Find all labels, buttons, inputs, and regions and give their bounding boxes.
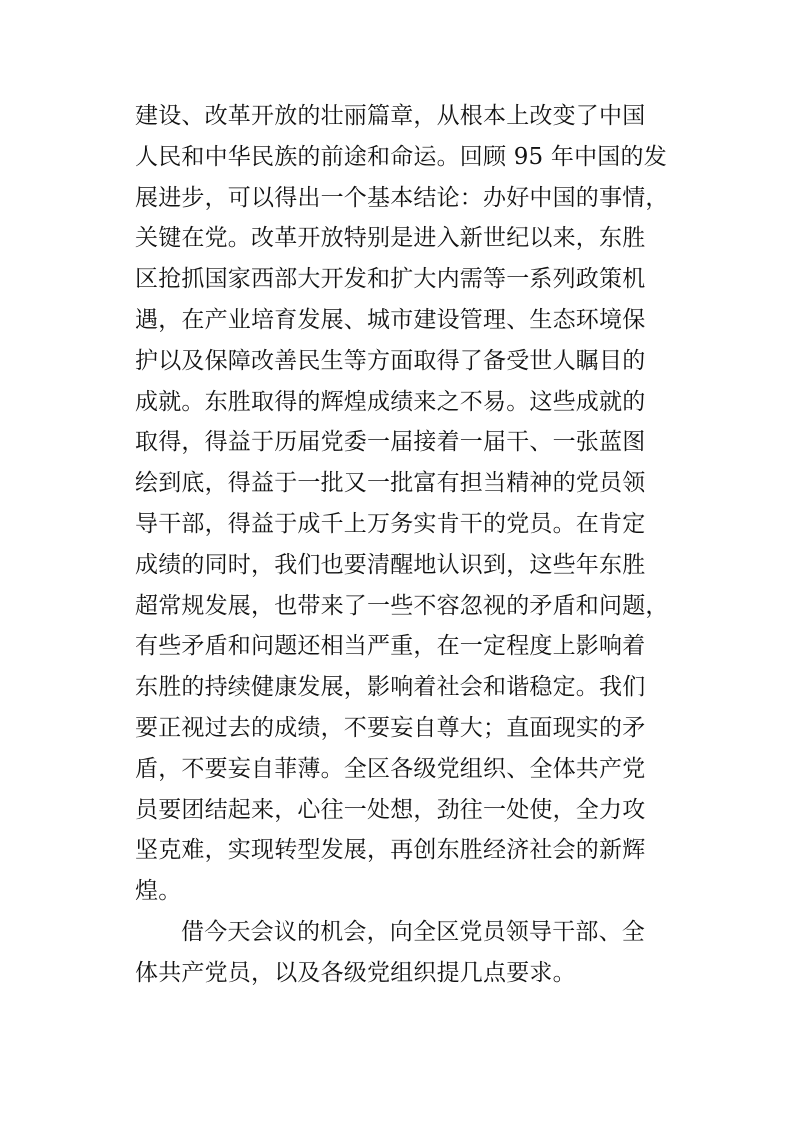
text-line: 要正视过去的成绩，不要妄自尊大；直面现实的矛 xyxy=(135,714,646,741)
text-line: 取得，得益于历届党委一届接着一届干、一张蓝图 xyxy=(135,429,646,456)
text-line: 成就。东胜取得的辉煌成绩来之不易。这些成就的 xyxy=(135,388,646,415)
text-line: 盾，不要妄自菲薄。全区各级党组织、全体共产党 xyxy=(135,755,646,782)
text-line: 人民和中华民族的前途和命运。回顾 95 年中国的发 xyxy=(135,143,667,170)
text-line: 区抢抓国家西部大开发和扩大内需等一系列政策机 xyxy=(135,266,646,293)
text-line: 护以及保障改善民生等方面取得了备受世人瞩目的 xyxy=(135,347,646,374)
text-line: 建设、改革开放的壮丽篇章，从根本上改变了中国 xyxy=(135,103,646,129)
text-line: 体共产党员，以及各级党组织提几点要求。 xyxy=(135,959,576,986)
text-line: 展进步，可以得出一个基本结论：办好中国的事情， xyxy=(135,184,669,211)
text-line: 煌。 xyxy=(135,878,182,905)
text-line: 绘到底，得益于一批又一批富有担当精神的党员领 xyxy=(135,470,646,497)
text-line: 导干部，得益于成千上万务实肯干的党员。在肯定 xyxy=(135,510,646,537)
body-text xyxy=(135,96,675,994)
paragraph-start-line: 借今天会议的机会，向全区党员领导干部、全 xyxy=(181,918,645,945)
text-line: 遇，在产业培育发展、城市建设管理、生态环境保 xyxy=(135,306,646,333)
text-line: 超常规发展，也带来了一些不容忽视的矛盾和问题， xyxy=(135,592,669,619)
text-line: 坚克难，实现转型发展，再创东胜经济社会的新辉 xyxy=(135,837,646,864)
text-line: 员要团结起来，心往一处想，劲往一处使，全力攻 xyxy=(135,796,646,823)
text-line: 东胜的持续健康发展，影响着社会和谐稳定。我们 xyxy=(135,674,646,701)
text-line: 关键在党。改革开放特别是进入新世纪以来，东胜 xyxy=(135,225,646,252)
text-line: 有些矛盾和问题还相当严重，在一定程度上影响着 xyxy=(135,633,646,660)
text-line: 成绩的同时，我们也要清醒地认识到，这些年东胜 xyxy=(135,551,646,578)
